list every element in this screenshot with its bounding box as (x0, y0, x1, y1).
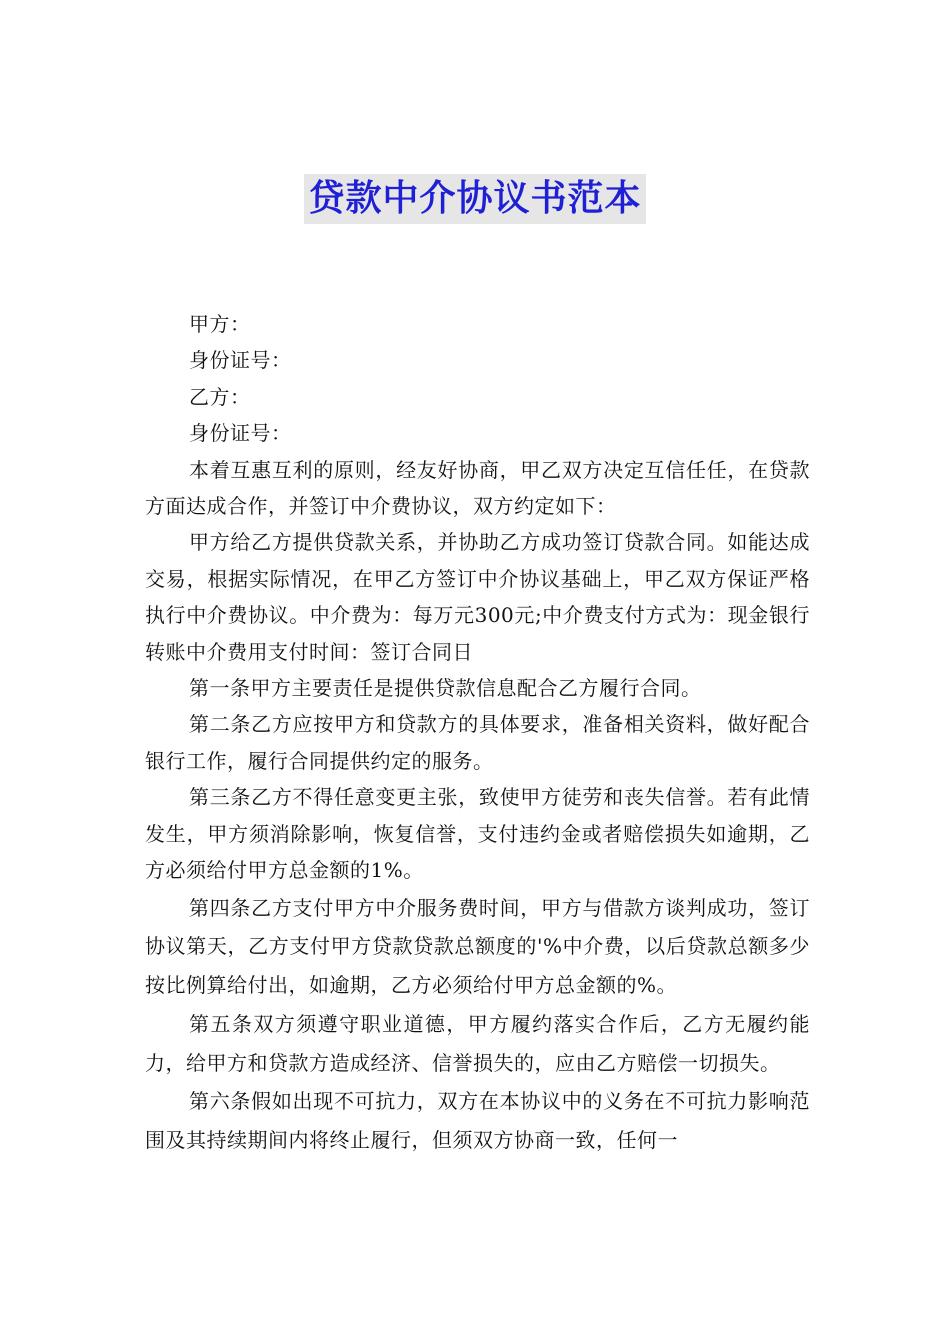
party-b-label: 乙方： (189, 384, 251, 409)
document-body (145, 306, 810, 1160)
preamble-paragraph: 本着互惠互利的原则，经友好协商，甲乙双方决定互信任任，在贷款方面达成合作，并签订中介费协议，双方约定如下： (145, 457, 810, 519)
party-a-label: 甲方： (189, 312, 251, 336)
article-4: 第四条乙方支付甲方中介服务费时间，甲方与借款方谈判成功，签订协议第天，乙方支付甲方贷款贷款总额度的'%中介费，以后贷款总额多少按比例算给付出，如逾期，乙方必须给付甲方总金额的%。 (145, 895, 810, 998)
article-5: 第五条双方须遵守职业道德，甲方履约落实合作后，乙方无履约能力，给甲方和贷款方造成经济、信誉损失的，应由乙方赔偿一切损失。 (145, 1011, 810, 1075)
article-2: 第二条乙方应按甲方和贷款方的具体要求，准备相关资料，做好配合银行工作，履行合同提供约定的服务。 (145, 712, 810, 773)
article-3: 第三条乙方不得任意变更主张，致使甲方徒劳和丧失信誉。若有此情发生，甲方须消除影响，恢复信誉，支付违约金或者赔偿损失如逾期，乙方必须给付甲方总金额的1%。 (145, 785, 810, 883)
party-a-id-label: 身份证号： (189, 348, 292, 373)
article-6: 第六条假如出现不可抗力，双方在本协议中的义务在不可抗力影响范围及其持续期间内将终止履行，但须双方协商一致，任何一 (145, 1089, 810, 1153)
article-1: 第一条甲方主要责任是提供贷款信息配合乙方履行合同。 (189, 676, 702, 701)
party-b-id-label: 身份证号： (189, 421, 292, 446)
document-title: 贷款中介协议书范本 (304, 174, 645, 224)
title-container (0, 174, 950, 224)
fee-paragraph: 甲方给乙方提供贷款关系，并协助乙方成功签订贷款合同。如能达成交易，根据实际情况，在甲乙方签订中介协议基础上，甲乙双方保证严格执行中介费协议。中介费为：每万元300元;中介费支付方式为：现金银行转账中介费用支付时间：签订合同日 (145, 530, 810, 664)
